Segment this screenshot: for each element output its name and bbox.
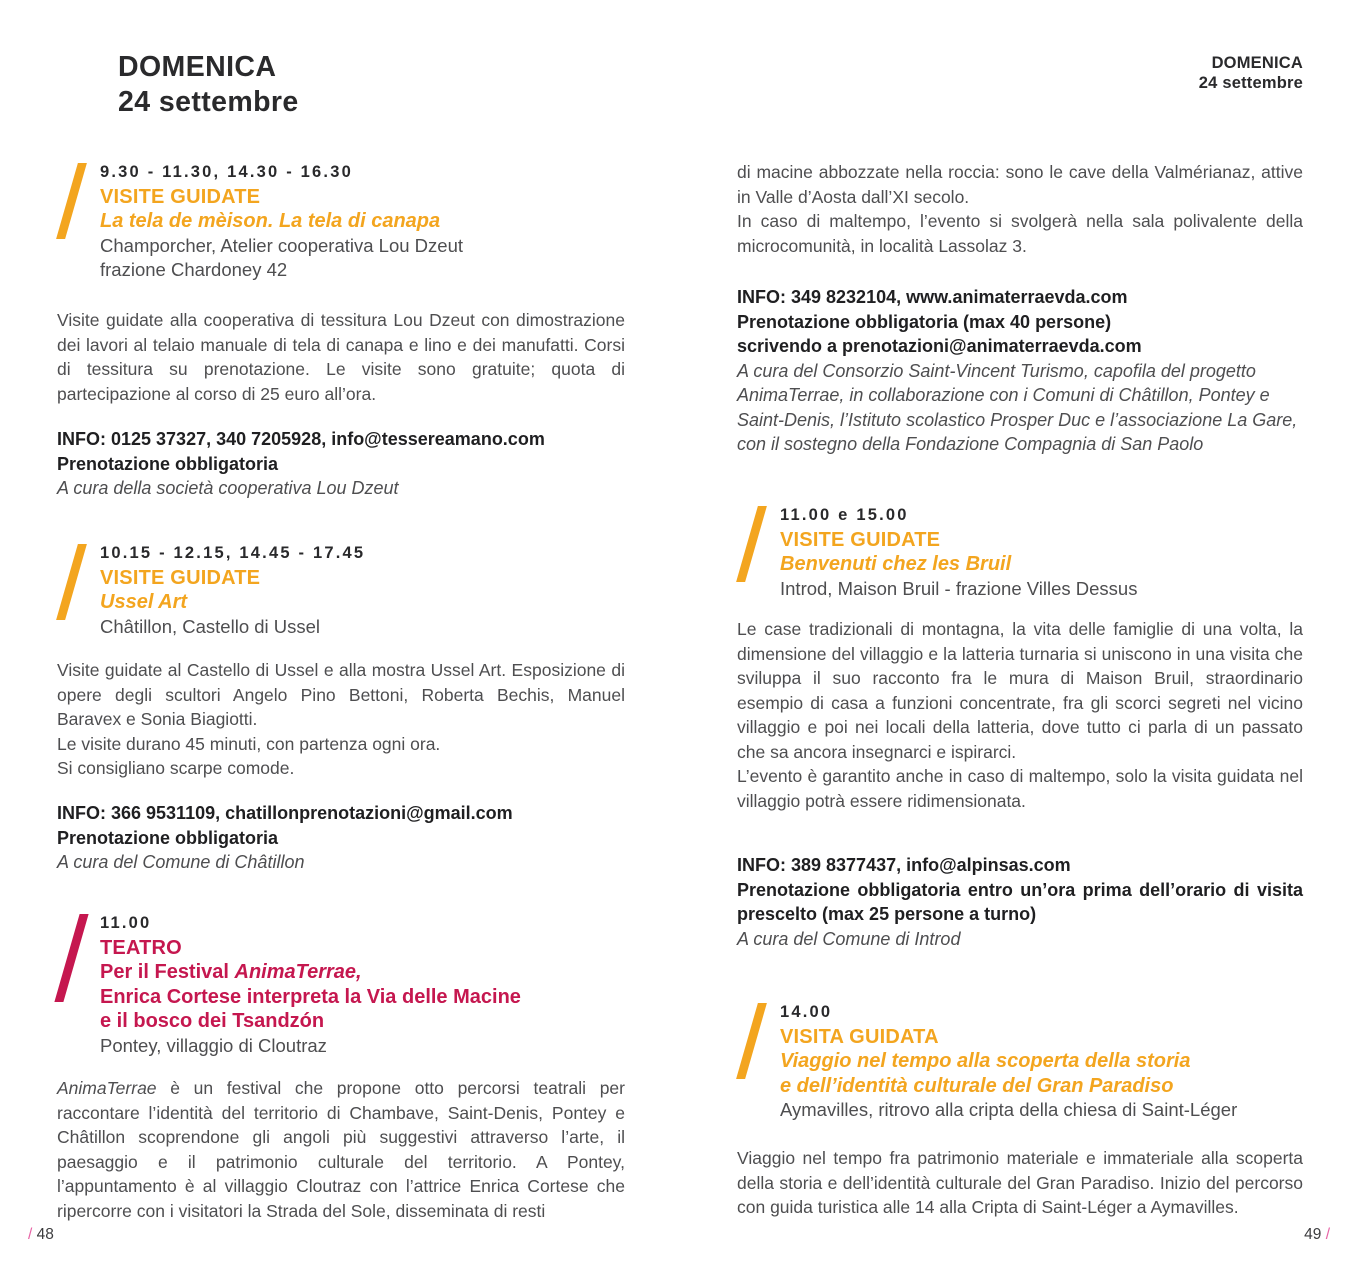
info-credit: A cura del Consorzio Saint-Vincent Turismo, capofila del progetto AnimaTerrae, in collaborazione con i Comuni di Châtillon, Pontey e Saint-Denis, l’Istituto scolastico Prosper Duc e l’associazione La Gare, con il sostegno della Fondazione Compagnia di San Paolo <box>737 360 1298 454</box>
event-3-description: AnimaTerrae è un festival che propone otto percorsi teatrali per raccontare l’identità del territorio di Chambave, Saint-Denis, Pontey e Châtillon scoprendone gli angoli più suggestivi attraverso l’arte, il paesaggio e il patrimonio culturale del territorio. A Pontey, l’appuntamento è al villaggio Cloutraz con l’attrice Enrica Cortese che ripercorre con i visitatori la Strada del Sole, disseminata di resti <box>57 1078 625 1221</box>
event-time: 9.30 - 11.30, 14.30 - 16.30 <box>100 163 353 181</box>
info-booking: scrivendo a prenotazioni@animaterraevda.com <box>737 336 1142 356</box>
event-title: Viaggio nel tempo alla scoperta della storia <box>780 1050 1191 1072</box>
info-credit: A cura del Comune di Châtillon <box>57 852 305 872</box>
event-venue: Aymavilles, ritrovo alla cripta della chiesa di Saint-Léger <box>780 1099 1238 1120</box>
corner-title <box>1199 54 1303 93</box>
info-booking: Prenotazione obbligatoria (max 40 persone) <box>737 311 1112 332</box>
event-5-header <box>740 1000 1300 1123</box>
event-time: 14.00 <box>780 1003 833 1021</box>
event-venue: Pontey, villaggio di Cloutraz <box>100 1034 327 1056</box>
event-title: e dell’identità culturale del Gran Paradiso <box>780 1074 1174 1097</box>
event-venue: frazione Chardoney 42 <box>100 259 288 280</box>
page-number-right <box>1304 1226 1330 1244</box>
info-contact: INFO: 389 8377437, info@alpinsas.com <box>737 855 1071 875</box>
info-contact: INFO: 0125 37327, 340 7205928, info@tessereamano.com <box>57 429 545 449</box>
event-1-description: Visite guidate alla cooperativa di tessitura Lou Dzeut con dimostrazione dei lavori al telaio manuale di tela di canapa e lino e dei manufatti. Corsi di tessitura su prenotazione. Le visite sono gratuite; quota di partecipazione al corso di 25 euro all’ora. <box>57 310 625 404</box>
event-slash-mark <box>56 163 87 239</box>
event-3-info <box>737 285 1303 457</box>
info-credit: A cura del Comune di Introd <box>737 928 961 949</box>
event-slash-mark <box>736 506 767 582</box>
event-title: Per il Festival AnimaTerrae, <box>100 961 362 983</box>
event-category: VISITE GUIDATE <box>100 185 261 208</box>
corner-title-date: 24 settembre <box>1198 73 1303 92</box>
event-4-description: Le case tradizionali di montagna, la vita delle famiglie di una volta, la dimensione del villaggio e la latteria turnaria si uniscono in una visita che sviluppa il suo racconto fra le mura di Maison Bruil, straordinario esempio di casa a funzioni concentrate, fra gli scorci segreti nel vicino villaggio e poi nei locali della latteria, dove tutto ci parla di un passato che sa ancora insegnarci e ispirarci. L’evento è garantito anche in caso di maltempo, solo la visita guidata nel villaggio potrà essere ridimensionata. <box>737 619 1303 811</box>
event-category: VISITE GUIDATE <box>780 528 941 551</box>
event-4-info <box>737 853 1303 951</box>
event-time: 11.00 e 15.00 <box>780 506 909 524</box>
event-title: Ussel Art <box>100 591 188 613</box>
footer-page-number: 48 <box>36 1226 54 1243</box>
event-1-header <box>60 160 620 283</box>
event-4-header <box>740 503 1300 601</box>
page-title-date: 24 settembre <box>118 86 299 118</box>
info-credit: A cura della società cooperativa Lou Dzeut <box>57 478 399 498</box>
event-time: 10.15 - 12.15, 14.45 - 17.45 <box>100 544 366 562</box>
event-2-description: Visite guidate al Castello di Ussel e alla mostra Ussel Art. Esposizione di opere degli scultori Angelo Pino Bettoni, Roberta Bechis, Manuel Baravex e Sonia Biagiotti. Le visite durano 45 minuti, con partenza ogni ora. Si consigliano scarpe comode. <box>57 660 625 778</box>
event-category: VISITA GUIDATA <box>780 1025 939 1048</box>
event-3-header <box>60 911 620 1058</box>
info-booking: Prenotazione obbligatoria <box>57 453 279 474</box>
info-contact: INFO: 349 8232104, www.animaterraevda.com <box>737 287 1128 307</box>
event-5-description: Viaggio nel tempo fra patrimonio materiale e immateriale alla scoperta della storia e dell’identità culturale del Gran Paradiso. Inizio del percorso con guida turistica alle 14 alla Cripta di Saint-Léger a Aymavilles. <box>737 1148 1303 1217</box>
event-title: e il bosco dei Tsandzón <box>100 1010 325 1032</box>
footer-slash: / <box>1325 1226 1330 1243</box>
event-slash-mark <box>736 1003 767 1079</box>
event-venue: Champorcher, Atelier cooperativa Lou Dzeut <box>100 234 464 256</box>
event-slash-mark <box>56 544 87 620</box>
info-booking: Prenotazione obbligatoria entro un’ora prima dell’orario di visita prescelto (max 25 persone a turno) <box>737 879 1303 924</box>
info-contact: INFO: 366 9531109, chatillonprenotazioni@gmail.com <box>57 803 513 823</box>
event-title: La tela de mèison. La tela di canapa <box>100 210 441 232</box>
event-venue: Introd, Maison Bruil - frazione Villes Dessus <box>780 577 1138 599</box>
event-1-info <box>57 427 625 501</box>
footer-slash: / <box>28 1226 33 1243</box>
page-title <box>118 50 299 120</box>
page-title-day: DOMENICA <box>118 51 277 83</box>
event-3-description-continued: di macine abbozzate nella roccia: sono le cave della Valmérianaz, attive in Valle d’Aosta dall’XI secolo. In caso di maltempo, l’evento si svolgerà nella sala polivalente della microcomunità, in località Lassolaz 3. <box>737 162 1303 256</box>
corner-title-day: DOMENICA <box>1211 54 1303 72</box>
event-2-info <box>57 801 625 875</box>
event-slash-mark <box>54 914 88 1002</box>
event-time: 11.00 <box>100 914 152 932</box>
footer-page-number: 49 <box>1304 1226 1322 1243</box>
page-number-left <box>28 1226 54 1244</box>
info-booking: Prenotazione obbligatoria <box>57 827 279 848</box>
event-2-header <box>60 541 620 639</box>
event-title: Benvenuti chez les Bruil <box>780 553 1012 575</box>
event-category: VISITE GUIDATE <box>100 566 261 589</box>
event-title: Enrica Cortese interpreta la Via delle Macine <box>100 985 521 1008</box>
event-category: TEATRO <box>100 936 182 959</box>
event-venue: Châtillon, Castello di Ussel <box>100 615 321 637</box>
